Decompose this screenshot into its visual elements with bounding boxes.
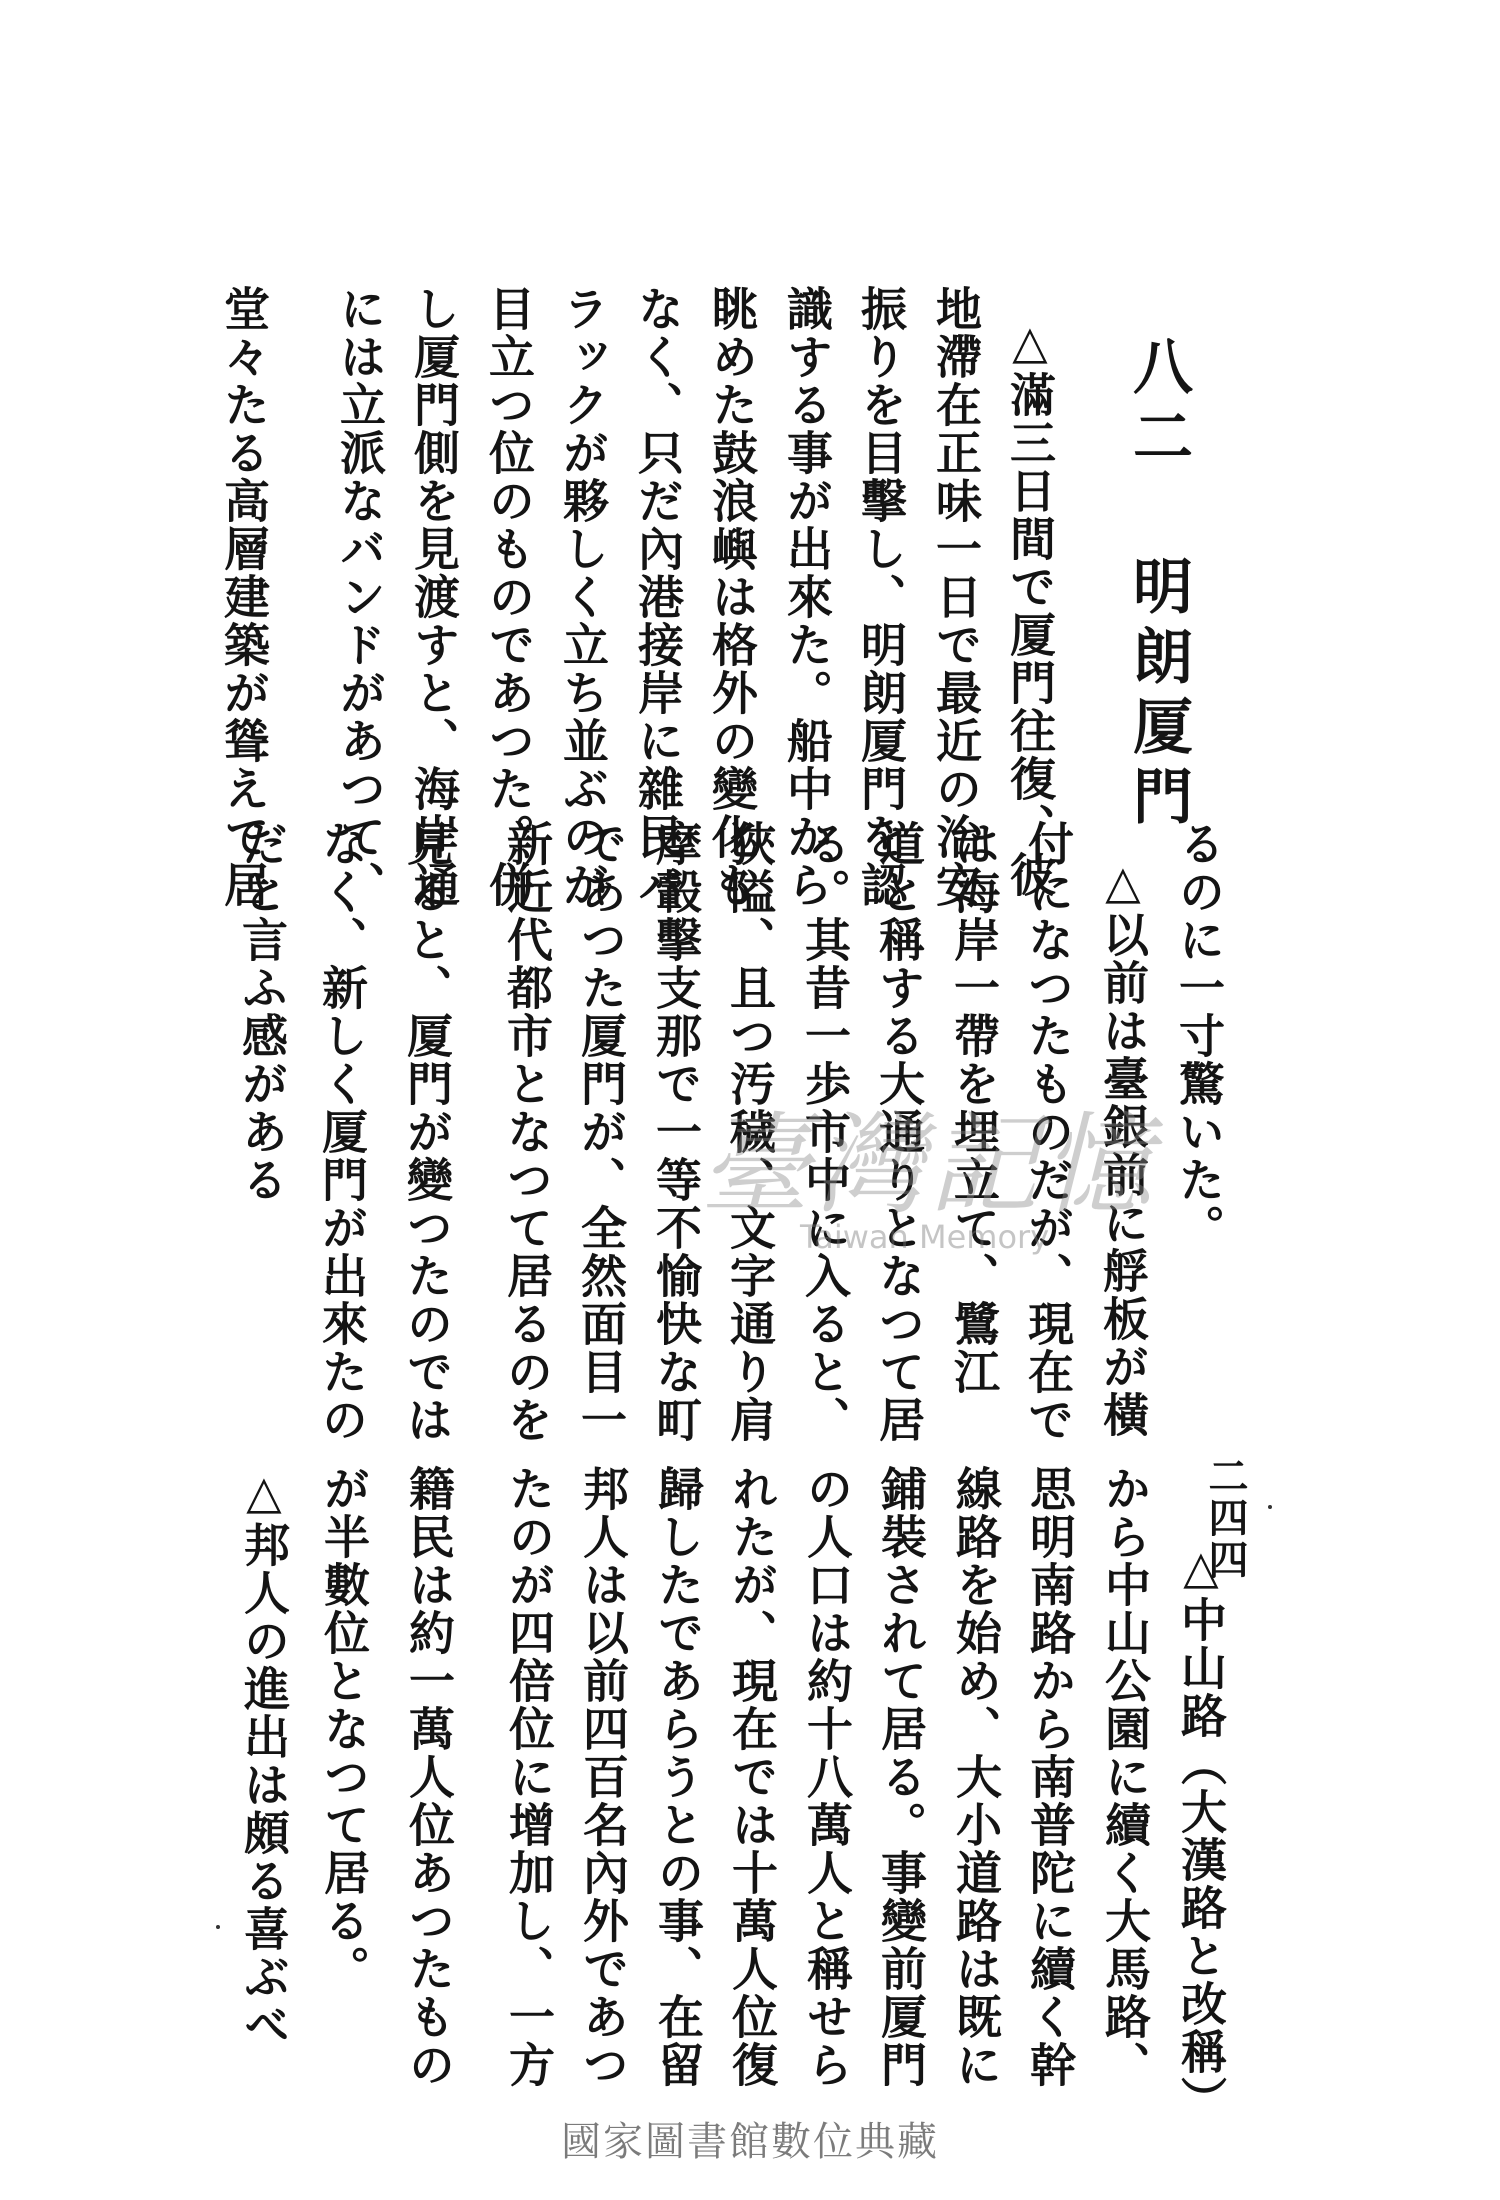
top-column-4: 識する事が出來た。船中から (780, 285, 834, 909)
bottom-column-13: △邦人の進出は頗る喜ぶべ (237, 1465, 291, 2049)
top-column-5: 眺めた鼓浪嶼は格外の變化も (705, 285, 759, 909)
middle-column-11: 見ると、厦門が變つたのでは (400, 820, 454, 1444)
bottom-column-9: 邦人は以前四百名內外であつ (576, 1465, 630, 2089)
middle-column-1: るのに一寸驚いた。 (1172, 820, 1226, 1252)
middle-column-8: 摩轂擊支那で一等不愉快な町 (649, 820, 703, 1444)
middle-column-13: だと言ふ感がある (235, 820, 289, 1204)
top-column-2: 地滯在正味一日で最近の治安 (929, 285, 983, 909)
watermark-subtitle: Taiwan Memory (800, 1218, 1050, 1256)
section-heading: 八二 明朗厦門 (1123, 335, 1193, 835)
ink-speck (216, 1925, 220, 1929)
middle-column-3: 付になつたものだが、現在で (1021, 820, 1075, 1444)
bottom-column-3: 思明南路から南普陀に續く幹 (1023, 1465, 1077, 2089)
middle-column-4: は海岸一帶を埋立て、鷺江 (947, 820, 1001, 1396)
bottom-column-2: から中山公園に續く大馬路、 (1098, 1465, 1152, 2089)
middle-column-12: なく、新しく厦門が出來たの (315, 820, 369, 1444)
bottom-column-7: れたが、現在では十萬人位復 (725, 1465, 779, 2089)
bottom-column-10: たのが四倍位に增加し、一方 (502, 1465, 556, 2089)
top-column-6: なく、只だ內港接岸に雜民バ (631, 285, 685, 909)
top-column-9: し厦門側を見渡すと、海岸通 (407, 285, 461, 909)
middle-column-6: る。其昔一歩市中に入ると、 (798, 820, 852, 1444)
top-column-1: △滿三日間で厦門往復、彼 (1003, 315, 1057, 899)
library-footer: 國家圖書館數位典藏 (561, 2119, 939, 2165)
top-column-8: 目立つ位のものであつた。併 (482, 285, 536, 909)
top-column-7: ラックが夥しく立ち並ぶのが (556, 285, 610, 909)
middle-column-10: 新近代都市となつて居るのを (500, 820, 554, 1444)
watermark-title: 臺灣記憶 (700, 1101, 1156, 1229)
middle-column-9: であつた厦門が、全然面目一 (574, 820, 628, 1444)
ink-speck (1268, 1505, 1272, 1509)
bottom-column-8: 歸したであらうとの事、在留 (651, 1465, 705, 2089)
bottom-column-11: 籍民は約一萬人位あつたもの (402, 1465, 456, 2089)
bottom-column-6: の人口は約十八萬人と稱せら (800, 1465, 854, 2089)
bottom-column-4: 線路を始め、大小道路は既に (949, 1465, 1003, 2089)
top-column-11: 堂々たる高層建築が聳えて居 (217, 285, 271, 909)
bottom-column-1: △中山路（大漢路と改稱） (1174, 1540, 1228, 2124)
page-number: 二四四 (1202, 1455, 1249, 1581)
bottom-column-12: が半數位となつて居る。 (317, 1465, 371, 1993)
bottom-column-5: 鋪裝されて居る。事變前厦門 (874, 1465, 928, 2089)
middle-column-5: 道と稱する大通りとなつて居 (872, 820, 926, 1444)
middle-column-2: △以前は臺銀前に艀板が橫 (1096, 855, 1150, 1439)
top-column-10: には立派なバンドがあつて、 (333, 285, 387, 909)
top-column-3: 振りを目擊し、明朗厦門を認 (854, 285, 908, 909)
middle-column-7: 狹隘、且つ汚穢、文字通り肩 (723, 820, 777, 1444)
